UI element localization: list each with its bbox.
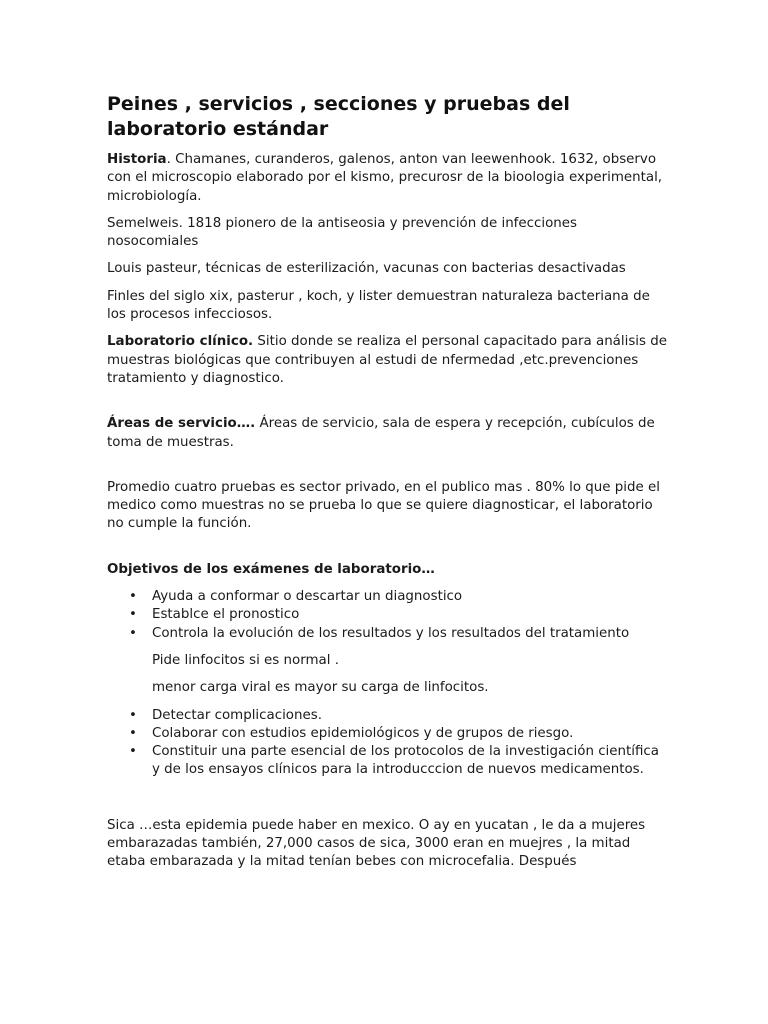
objetivos-list-1 [107,588,667,643]
list-item [107,588,667,606]
bullet-icon: • [129,625,137,641]
historia-paragraph [107,151,667,206]
document-page [107,92,667,881]
list-item-text: Establce el pronostico [152,607,300,623]
bullet-icon: • [129,744,137,760]
laboratorio-text: Sitio donde se realiza el personal capacitado para análisis de muestras biológicas que contribuyen al estudi de nfermedad ,etc.prevenciones tratamiento y diagnostico. [107,334,667,386]
objetivos-list-2 [107,707,667,780]
objetivos-heading [107,561,667,579]
note-paragraph: menor carga viral es mayor su carga de linfocitos. [152,680,489,696]
list-item [107,606,667,624]
list-item [107,743,667,780]
historia-text: . Chamanes, curanderos, galenos, anton van leewenhook. 1632, observo con el microscopio elaborado por el kismo, precurosr de la bioologia experimental, microbiología. [107,152,663,204]
laboratorio-paragraph [107,333,667,388]
sica-paragraph: Sica …esta epidemia puede haber en mexico. O ay en yucatan , le da a mujeres embarazadas también, 27,000 casos de sica, 3000 eran en muejres , la mitad etaba embarazada y la mitad tenían bebes con microcefalia. Después [107,817,646,870]
areas-paragraph [107,415,667,452]
note-paragraph: Pide linfocitos si es normal . [152,652,339,668]
pasteur-paragraph: Louis pasteur, técnicas de esterilización, vacunas con bacterias desactivadas [107,261,626,277]
objetivos-heading-text: Objetivos de los exámenes de laboratorio… [107,561,435,577]
bullet-icon: • [129,725,137,741]
list-item-text: Controla la evolución de los resultados y los resultados del tratamiento [152,625,630,641]
promedio-paragraph: Promedio cuatro pruebas es sector privado, en el publico mas . 80% lo que pide el medico como muestras no se prueba lo que se quiere diagnosticar, el laboratorio no cumple la función. [107,479,660,532]
document-title: Peines , servicios , secciones y pruebas del laboratorio estándar [107,93,570,140]
list-item-text: Ayuda a conformar o descartar un diagnostico [152,589,463,605]
list-item [107,707,667,725]
list-item [107,625,667,643]
list-item-text: Colaborar con estudios epidemiológicos y de grupos de riesgo. [152,725,574,741]
finles-paragraph: Finles del siglo xix, pasterur , koch, y lister demuestran naturaleza bacteriana de los procesos infecciosos. [107,288,650,323]
areas-label: Áreas de servicio…. [107,416,256,432]
bullet-icon: • [129,589,137,605]
laboratorio-label: Laboratorio clínico. [107,334,254,350]
list-item [107,725,667,743]
list-item-text: Constituir una parte esencial de los protocolos de la investigación científica y de los ensayos clínicos para la introducccion de nuevos medicamentos. [152,744,659,778]
bullet-icon: • [129,707,137,723]
list-item-text: Detectar complicaciones. [152,707,322,723]
semelweis-paragraph: Semelweis. 1818 pionero de la antiseosia y prevención de infecciones nosocomiales [107,215,577,250]
bullet-icon: • [129,607,137,623]
areas-text: Áreas de servicio, sala de espera y recepción, cubículos de toma de muestras. [107,416,655,450]
historia-label: Historia [107,152,167,167]
